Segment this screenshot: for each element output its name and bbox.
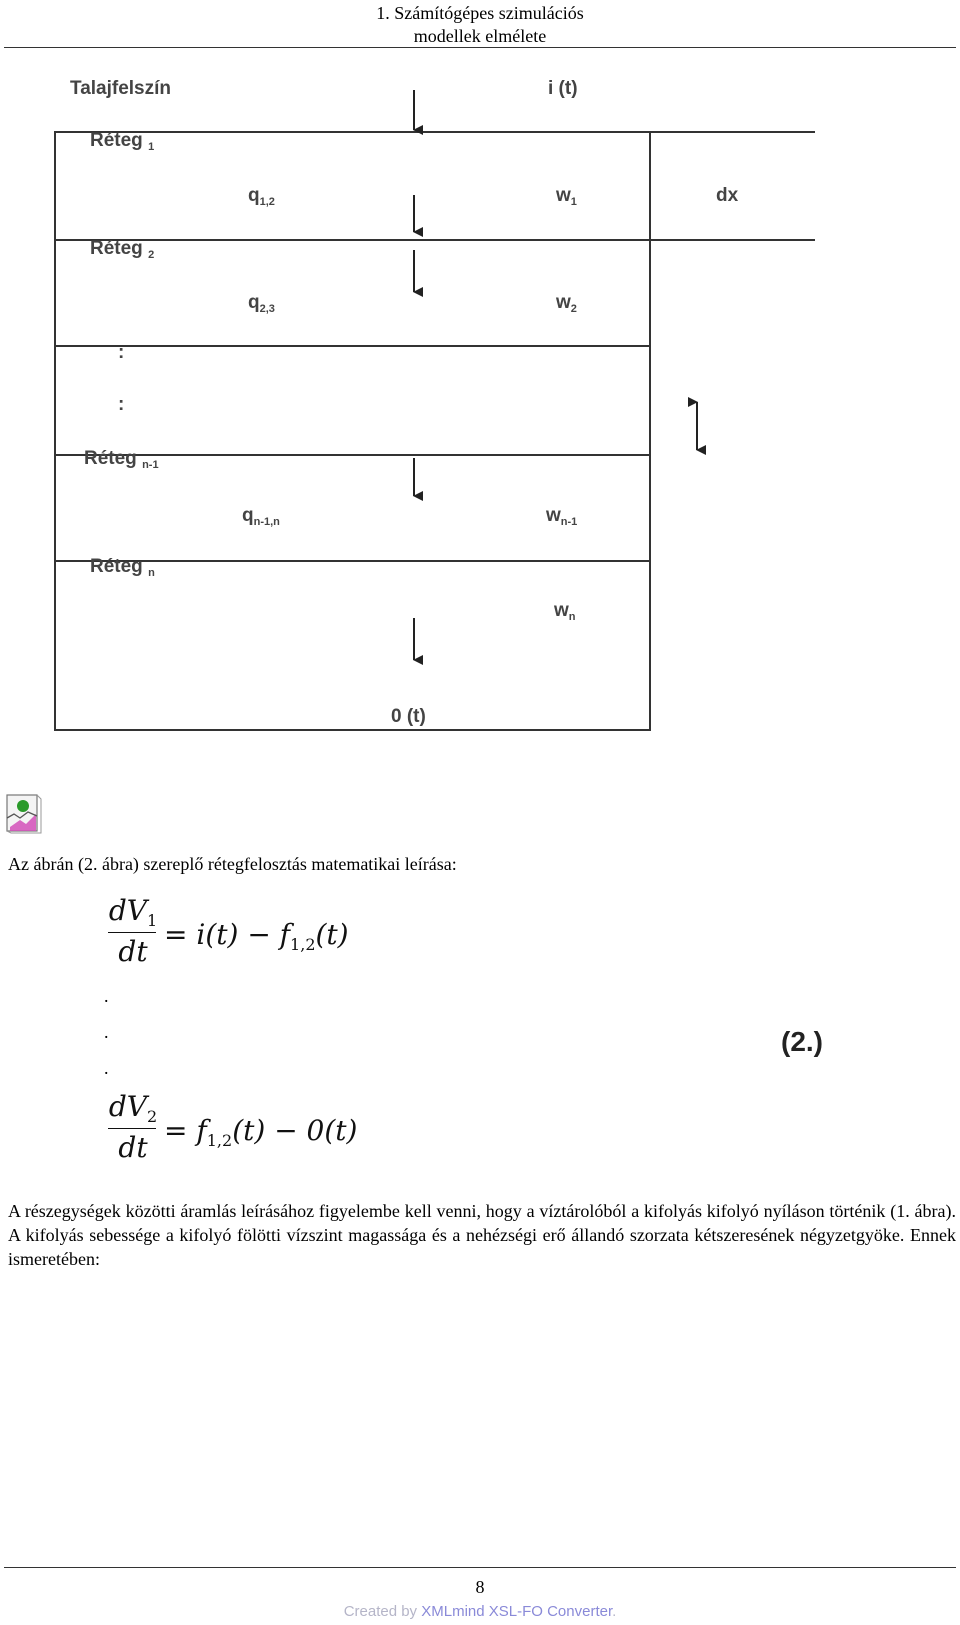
wn-label: $w_n$ — [554, 600, 576, 623]
header-line-2: modellek elmélete — [413, 26, 547, 46]
page-number: 8 — [475, 1577, 485, 1597]
wn-1-label: $w_{n-1}$ — [546, 505, 578, 528]
page-header — [0, 0, 960, 48]
surface-label: Talajfelszín — [70, 78, 172, 99]
body-paragraph: A részegységek közötti áramlás leírásához figyelembe kell venni, hogy a víztárolóból a kifolyás kifolyó nyíláson történik (1. ábra). A kifolyás sebessége a kifolyó fölötti vízszint magassága és a nehézségi erő állandó szorzata kétszeresének négyzetgyöke. Ennek ismeretében: — [8, 1201, 956, 1269]
w1-label: $w_1$ — [556, 185, 577, 208]
eq2-rhs: = $f_{1,2}(t) - 0(t)$ — [164, 1114, 358, 1150]
dot-1: . — [104, 986, 109, 1006]
header-divider — [4, 47, 956, 48]
eq2-numerator: $dV_2$ — [108, 1090, 158, 1126]
layer-2-label: Réteg $_2$ — [90, 238, 155, 261]
intro-text: Az ábrán (2. ábra) szereplő rétegfelosztás matematikai leírása: — [8, 854, 457, 874]
flow-2-label: $q_{2,3}$ — [248, 292, 275, 315]
flow-1-label: $q_{1,2}$ — [248, 185, 275, 208]
eq1-numerator: $dV_1$ — [108, 894, 158, 930]
soil-column-box — [55, 132, 650, 730]
input-label: i (t) — [548, 78, 578, 99]
header-line-1: 1. Számítógépes szimulációs — [376, 3, 584, 23]
dx-label: dx — [716, 185, 739, 206]
broken-image-icon — [6, 794, 42, 834]
layer-n-label: Réteg $_n$ — [90, 556, 155, 579]
flow-n-1-label: $q_{n-1,n}$ — [242, 505, 280, 528]
creator-credit: Created by XMLmind XSL-FO Converter. — [343, 1603, 617, 1620]
dot-2: . — [104, 1022, 109, 1042]
layer-n-1-label: Réteg $_{n-1}$ — [84, 448, 159, 471]
layer-1-label: Réteg $_1$ — [90, 130, 155, 153]
eq2-fraction-bar — [108, 1128, 156, 1129]
footer-divider — [4, 1567, 956, 1568]
dot-3: . — [104, 1058, 109, 1078]
creator-brand-link[interactable]: XMLmind XSL-FO Converter — [421, 1603, 613, 1620]
eq1-rhs: = $i(t) - f_{1,2}(t)$ — [164, 918, 349, 954]
colon-1: : — [118, 342, 125, 363]
eq1-denominator: dt — [118, 935, 148, 968]
eq2-denominator: dt — [118, 1131, 148, 1164]
w2-label: $w_2$ — [556, 292, 577, 315]
layer-diagram — [0, 60, 960, 780]
eq1-fraction-bar — [108, 932, 156, 933]
colon-2: : — [118, 394, 125, 415]
equation-number: (2.) — [781, 1026, 823, 1057]
output-label: 0 (t) — [391, 706, 426, 727]
layer-diagram-lines — [0, 60, 960, 780]
